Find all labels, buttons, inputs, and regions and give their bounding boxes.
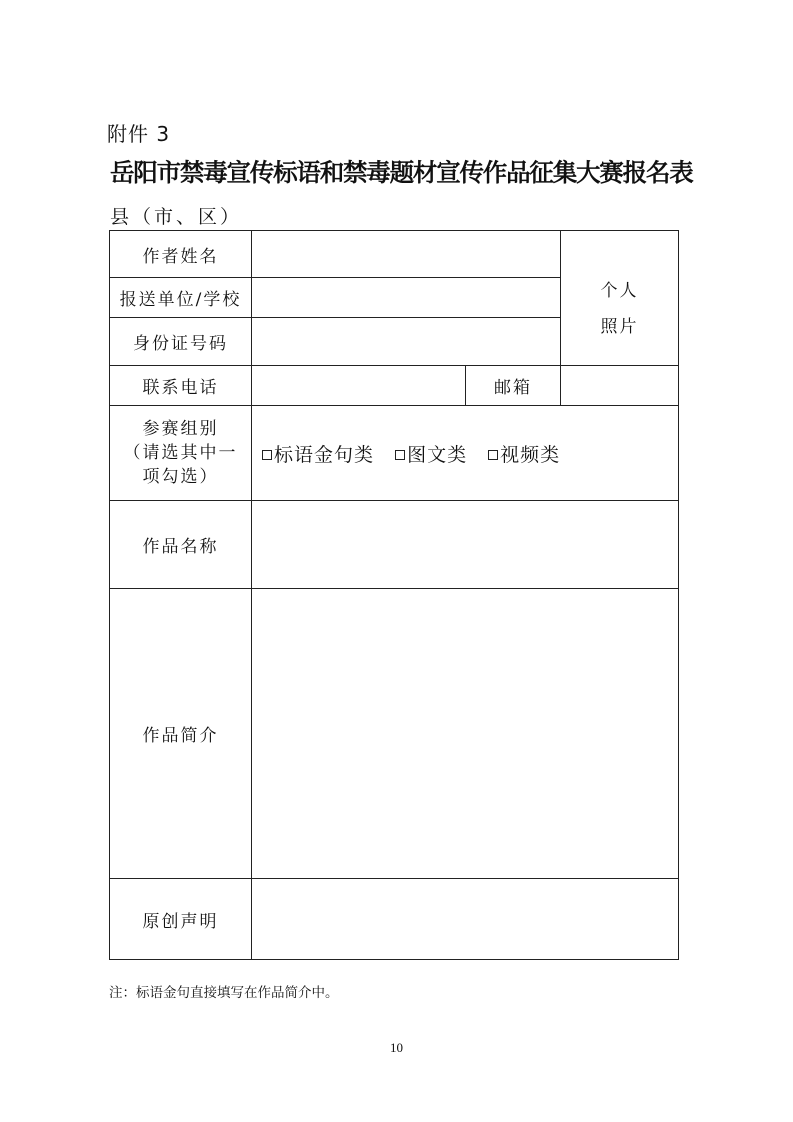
author-name-field[interactable]: [252, 231, 561, 278]
work-name-label: 作品名称: [110, 501, 252, 589]
page-title: 岳阳市禁毒宣传标语和禁毒题材宣传作品征集大赛报名表: [110, 158, 693, 187]
group-options: [252, 406, 679, 501]
option-slogan[interactable]: [262, 440, 374, 467]
option-graphic-label: 图文类: [407, 443, 468, 466]
county-line: 县（市、区）: [110, 206, 243, 228]
originality-label: 原创声明: [110, 879, 252, 960]
photo-label-line2: 照片: [600, 317, 639, 337]
unit-school-field[interactable]: [252, 278, 561, 318]
email-label: 邮箱: [466, 366, 561, 406]
group-label: [110, 406, 252, 501]
group-label-line1: 参赛组别: [142, 419, 219, 439]
phone-field[interactable]: [252, 366, 466, 406]
id-number-field[interactable]: [252, 318, 561, 366]
work-intro-label: 作品简介: [110, 589, 252, 879]
originality-field[interactable]: [252, 879, 679, 960]
page-number: 10: [390, 1040, 403, 1055]
option-slogan-label: 标语金句类: [274, 443, 375, 466]
email-field[interactable]: [561, 366, 679, 406]
personal-photo-cell[interactable]: [561, 231, 679, 366]
option-video-label: 视频类: [500, 443, 561, 466]
footnote: 注：标语金句直接填写在作品简介中。: [109, 985, 339, 1001]
work-intro-field[interactable]: [252, 589, 679, 879]
unit-school-label: 报送单位/学校: [110, 278, 252, 318]
option-video[interactable]: [488, 440, 560, 467]
author-name-label: 作者姓名: [110, 231, 252, 278]
option-graphic[interactable]: [395, 440, 467, 467]
registration-form-table: [109, 230, 679, 960]
checkbox-icon[interactable]: [488, 450, 498, 460]
work-name-field[interactable]: [252, 501, 679, 589]
checkbox-icon[interactable]: [395, 450, 405, 460]
photo-label-line1: 个人: [600, 281, 639, 301]
attachment-label: 附件 3: [107, 122, 171, 146]
group-label-line2: （请选其中一: [123, 443, 238, 463]
checkbox-icon[interactable]: [262, 450, 272, 460]
id-number-label: 身份证号码: [110, 318, 252, 366]
phone-label: 联系电话: [110, 366, 252, 406]
group-label-line3: 项勾选）: [142, 467, 219, 487]
